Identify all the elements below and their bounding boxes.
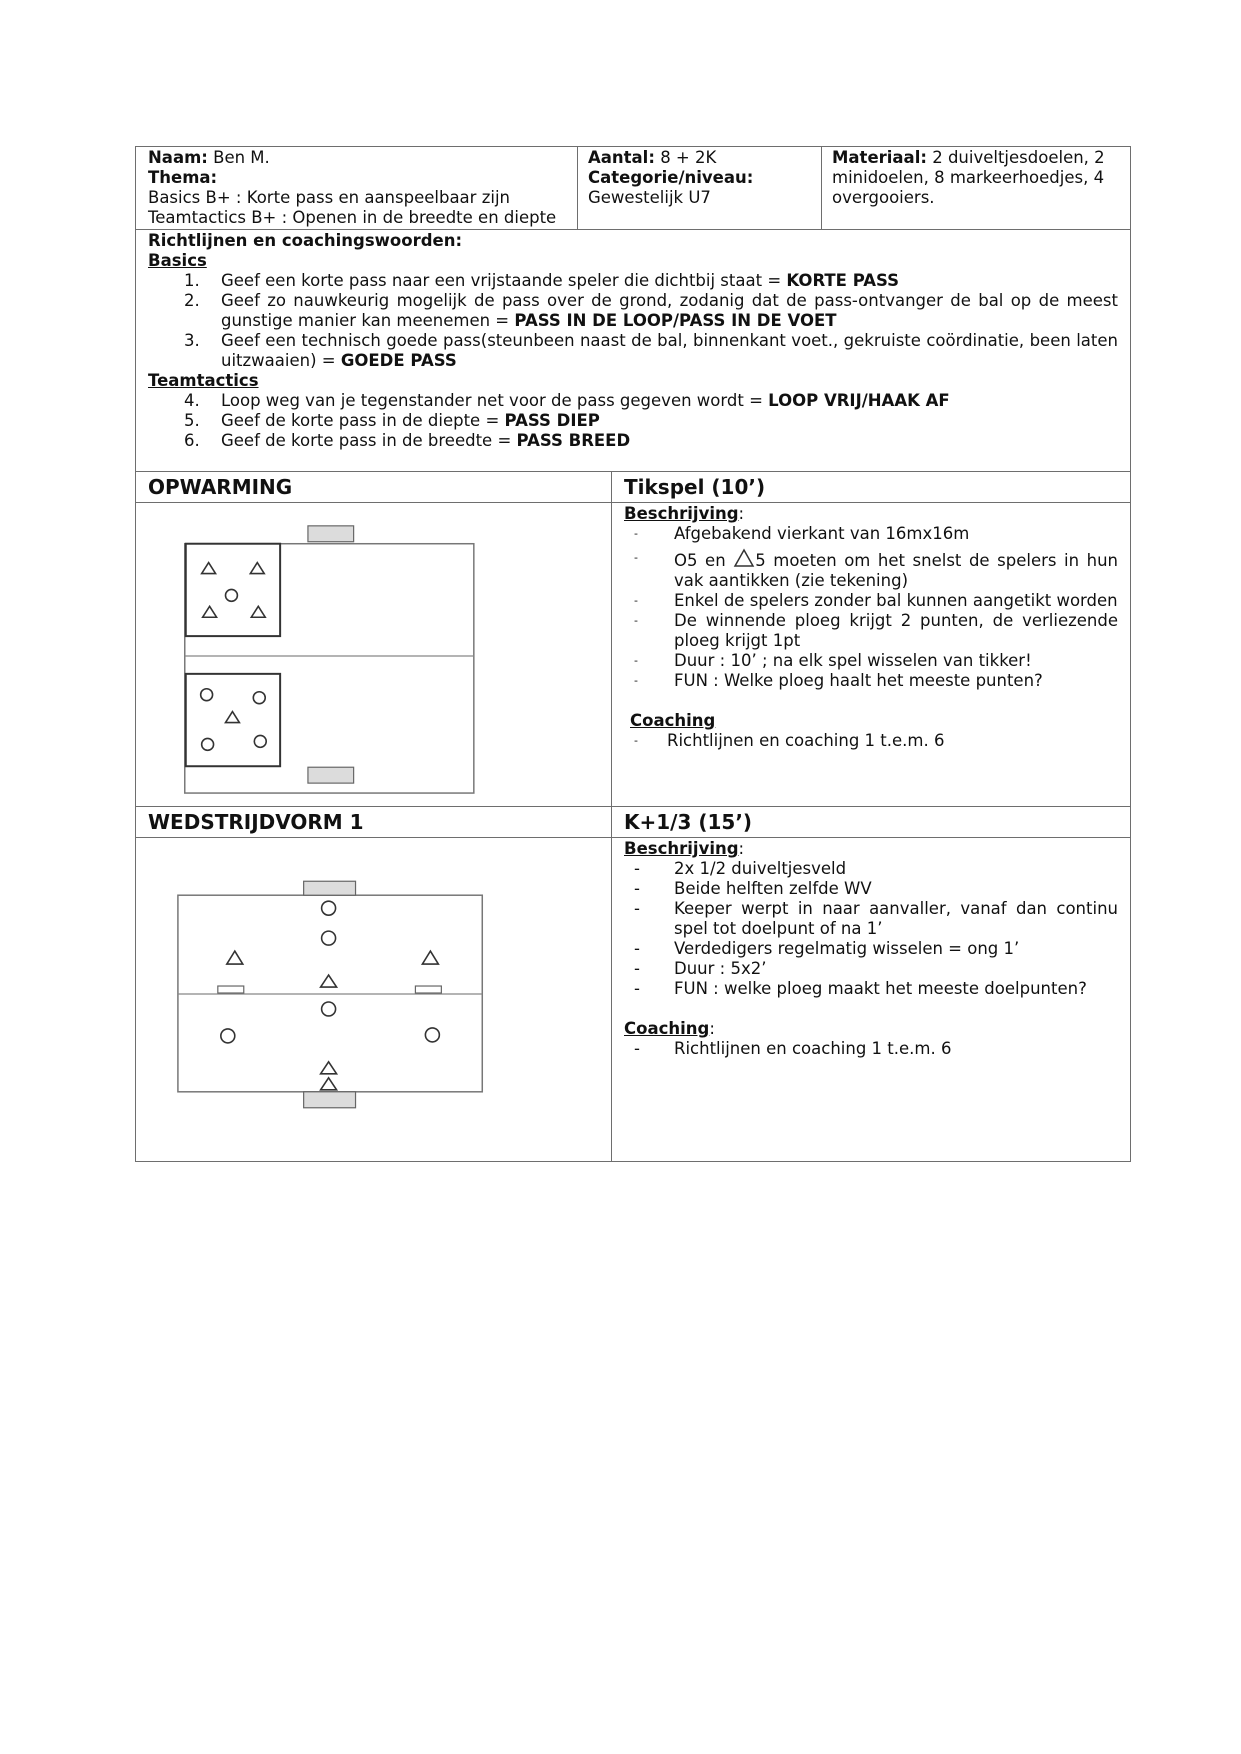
guidelines-cell: [136, 230, 1131, 472]
list-item: [624, 731, 1118, 751]
rule-text: [221, 271, 1118, 291]
categorie-label: Categorie/niveau:: [588, 168, 754, 187]
rule-number: 2.: [184, 291, 200, 310]
rule-text: [221, 411, 1118, 431]
bullet-dash: -: [634, 734, 638, 747]
bullet-dash: -: [634, 594, 638, 607]
rule-body: Geef de korte pass in de diepte =: [221, 411, 505, 430]
triangle-icon: [733, 548, 755, 568]
rule-keyword: PASS IN DE LOOP/PASS IN DE VOET: [514, 311, 837, 330]
warmup-coaching-list: [624, 731, 1118, 751]
match-coaching-colon: :: [709, 1019, 715, 1038]
rule-number: 6.: [184, 431, 200, 450]
item-text: Duur : 5x2’: [674, 959, 767, 978]
teamtactics-list: [148, 391, 1118, 451]
rule-item: [148, 411, 1118, 431]
rule-item: [148, 291, 1118, 331]
bullet-dash: -: [634, 527, 638, 540]
item-text: Richtlijnen en coaching 1 t.e.m. 6: [667, 731, 945, 750]
list-item: [624, 611, 1118, 651]
bullet-dash: -: [634, 654, 638, 667]
list-item: [624, 859, 1118, 879]
goal-icon: [308, 767, 354, 783]
rule-body: Geef zo nauwkeurig mogelijk de pass over de grond, zodanig dat de pass-ontvanger de bal op de meest gunstige manier kan meenemen =: [221, 291, 1118, 330]
match-field-diagram: [136, 838, 611, 1156]
item-text: Beide helften zelfde WV: [674, 879, 872, 898]
thema-label: Thema:: [148, 168, 218, 187]
match-coaching-title: Coaching: [624, 1019, 710, 1038]
goal-icon: [304, 1092, 356, 1108]
item-text: Duur : 10’ ; na elk spel wisselen van tikker!: [674, 651, 1032, 670]
list-item: [624, 879, 1118, 899]
rule-number: 1.: [184, 271, 200, 290]
item-text: FUN : Welke ploeg haalt het meeste punten?: [674, 671, 1043, 690]
bullet-dash: -: [634, 979, 640, 998]
item-text: FUN : welke ploeg maakt het meeste doelpunten?: [674, 979, 1087, 998]
match-header-row: [136, 807, 1131, 838]
goal-icon: [304, 881, 356, 895]
materiaal-cell: [822, 147, 1131, 230]
match-desc-title: Beschrijving: [624, 839, 739, 858]
thema-line-2: Teamtactics B+ : Openen in de breedte en diepte: [148, 208, 557, 227]
aantal-value: 8 + 2K: [660, 148, 717, 167]
list-item: [624, 1039, 1118, 1059]
rule-keyword: GOEDE PASS: [340, 351, 457, 370]
match-desc-colon: :: [738, 839, 745, 858]
rule-text: [221, 391, 1118, 411]
bullet-dash: -: [634, 551, 638, 564]
materiaal-value: 2 duiveltjesdoelen, 2 minidoelen, 8 markeerhoedjes, 4 overgooiers.: [832, 148, 1105, 207]
item-text: Enkel de spelers zonder bal kunnen aangetikt worden: [674, 591, 1118, 610]
session-sheet: [135, 146, 1130, 1162]
rule-keyword: PASS BREED: [516, 431, 631, 450]
minigoal-icon: [415, 986, 441, 993]
match-description-cell: [612, 838, 1131, 1162]
rule-number: 3.: [184, 331, 200, 350]
list-item: [624, 939, 1118, 959]
goal-icon: [308, 526, 354, 542]
bullet-dash: -: [634, 859, 640, 878]
rule-body: Geef een korte pass naar een vrijstaande speler die dichtbij staat =: [221, 271, 787, 290]
warmup-desc-colon: :: [738, 504, 745, 523]
warmup-description-cell: [612, 503, 1131, 807]
match-content-row: [136, 838, 1131, 1162]
match-section-title: WEDSTRIJDVORM 1: [136, 807, 612, 838]
warmup-coaching-title: Coaching: [630, 711, 716, 730]
rule-body: Loop weg van je tegenstander net voor de pass gegeven wordt =: [221, 391, 769, 410]
header-row: [136, 147, 1131, 230]
item-text: Keeper werpt in naar aanvaller, vanaf dan continu spel tot doelpunt of na 1’: [674, 899, 1118, 938]
bullet-dash: -: [634, 614, 638, 627]
minigoal-icon: [218, 986, 244, 993]
bullet-dash: -: [634, 959, 640, 978]
item-text: Verdedigers regelmatig wisselen = ong 1’: [674, 939, 1020, 958]
list-item: [624, 959, 1118, 979]
rule-keyword: KORTE PASS: [786, 271, 900, 290]
basics-list: [148, 271, 1118, 371]
guidelines-title: Richtlijnen en coachingswoorden:: [148, 231, 463, 250]
item-text: 2x 1/2 duiveltjesveld: [674, 859, 847, 878]
item-text: De winnende ploeg krijgt 2 punten, de verliezende ploeg krijgt 1pt: [674, 611, 1118, 650]
rule-item: [148, 391, 1118, 411]
warmup-field-diagram: [136, 503, 611, 801]
rule-text: [221, 291, 1118, 331]
rule-keyword: LOOP VRIJ/HAAK AF: [768, 391, 950, 410]
match-exercise-title: K+1/3 (15’): [612, 807, 1131, 838]
rule-body: Geef de korte pass in de breedte =: [221, 431, 517, 450]
list-item: [624, 899, 1118, 939]
warmup-desc-list: [624, 524, 1118, 691]
item-text: [674, 548, 1118, 591]
rule-item: [148, 431, 1118, 451]
name-theme-cell: [136, 147, 578, 230]
warmup-section-title: OPWARMING: [136, 472, 612, 503]
basics-title: Basics: [148, 251, 207, 270]
list-item: [624, 671, 1118, 691]
bullet-dash: -: [634, 899, 640, 918]
thema-line-1: Basics B+ : Korte pass en aanspeelbaar zijn: [148, 188, 510, 207]
rule-keyword: PASS DIEP: [504, 411, 600, 430]
item-text: Richtlijnen en coaching 1 t.e.m. 6: [674, 1039, 952, 1058]
teamtactics-title: Teamtactics: [148, 371, 259, 390]
warmup-desc-title: Beschrijving: [624, 504, 739, 523]
session-table: [135, 146, 1131, 1162]
bullet-dash: -: [634, 879, 640, 898]
warmup-header-row: [136, 472, 1131, 503]
item-text: Afgebakend vierkant van 16mx16m: [674, 524, 970, 543]
list-item: [624, 548, 1118, 591]
match-coaching-list: [624, 1039, 1118, 1059]
rule-number: 4.: [184, 391, 200, 410]
naam-value: Ben M.: [213, 148, 270, 167]
naam-label: Naam:: [148, 148, 208, 167]
warmup-diagram-cell: [136, 503, 612, 807]
item-text-part-b: 5 moeten om het snelst de spelers in hun vak aantikken (zie tekening): [674, 551, 1118, 590]
bullet-dash: -: [634, 939, 640, 958]
aantal-cell: [578, 147, 822, 230]
rule-text: [221, 331, 1118, 371]
bullet-dash: -: [634, 674, 638, 687]
match-diagram-cell: [136, 838, 612, 1162]
bullet-dash: -: [634, 1039, 640, 1058]
list-item: [624, 651, 1118, 671]
aantal-label: Aantal:: [588, 148, 655, 167]
guidelines-row: [136, 230, 1131, 472]
materiaal-label: Materiaal:: [832, 148, 927, 167]
rule-item: [148, 331, 1118, 371]
rule-number: 5.: [184, 411, 200, 430]
warmup-content-row: [136, 503, 1131, 807]
rule-text: [221, 431, 1118, 451]
categorie-value: Gewestelijk U7: [588, 188, 711, 207]
rule-item: [148, 271, 1118, 291]
warmup-exercise-title: Tikspel (10’): [612, 472, 1131, 503]
zone-box-bottom: [186, 674, 280, 766]
item-text-part-a: O5 en: [674, 551, 734, 570]
list-item: [624, 524, 1118, 544]
rule-body: Geef een technisch goede pass(steunbeen naast de bal, binnenkant voet., gekruiste coördinatie, been laten uitzwaaien) =: [221, 331, 1118, 370]
match-desc-list: [624, 859, 1118, 999]
list-item: [624, 591, 1118, 611]
list-item: [624, 979, 1118, 999]
